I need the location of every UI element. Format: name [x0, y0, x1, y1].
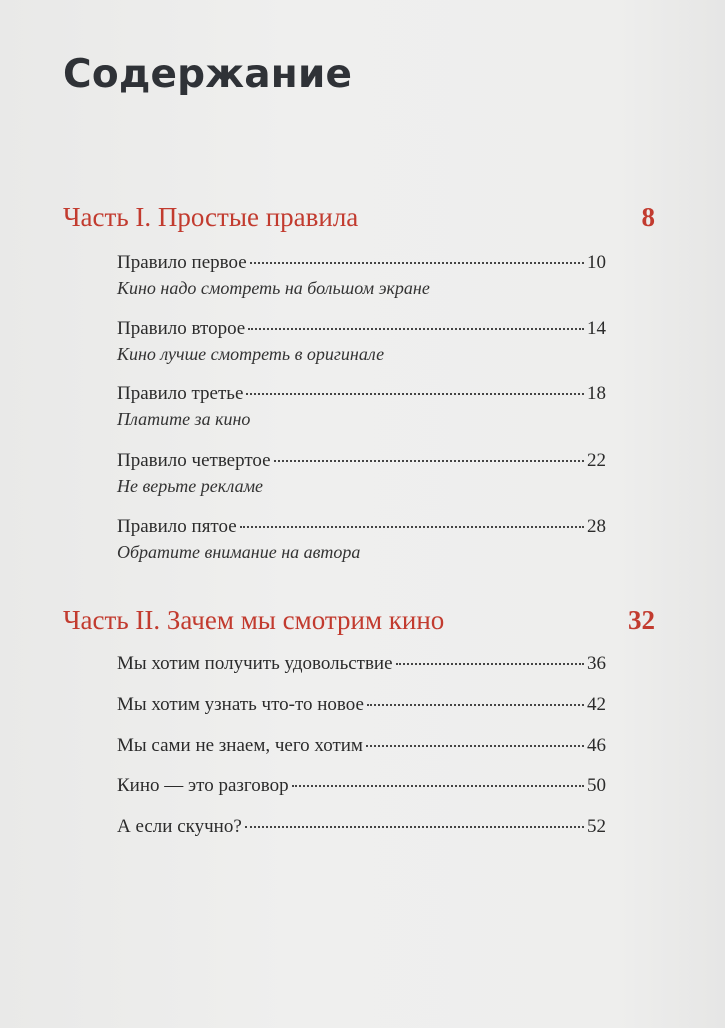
- toc-entry: [117, 653, 606, 675]
- entry-subtitle: Обратите внимание на автора: [117, 542, 361, 562]
- toc-entry: [117, 735, 606, 757]
- entry-label: Правило пятое: [117, 516, 237, 537]
- part-heading-2: [63, 605, 655, 636]
- entry-page-number: 28: [587, 516, 606, 537]
- entry-subtitle: Кино лучше смотреть в оригинале: [117, 344, 385, 364]
- entry-page-number: 10: [587, 252, 606, 273]
- toc-entry: [117, 318, 606, 365]
- dot-leader: [292, 785, 584, 787]
- part-title: Часть I. Простые правила: [63, 202, 359, 232]
- entry-label: Мы сами не знаем, чего хотим: [117, 735, 363, 756]
- entry-label: Правило третье: [117, 383, 244, 404]
- entry-label: Правило первое: [117, 252, 247, 273]
- page-title: Содержание: [63, 52, 353, 97]
- entry-label: А если скучно?: [117, 816, 242, 837]
- entry-page-number: 52: [587, 816, 606, 837]
- entry-page-number: 50: [587, 775, 606, 796]
- dot-leader: [240, 526, 584, 528]
- part-heading-1: [63, 202, 655, 233]
- dot-leader: [367, 704, 584, 706]
- toc-entry: [117, 775, 606, 797]
- entry-page-number: 22: [587, 450, 606, 471]
- entry-page-number: 18: [587, 383, 606, 404]
- entry-page-number: 36: [587, 653, 606, 674]
- entry-page-number: 14: [587, 318, 606, 339]
- dot-leader: [246, 393, 584, 395]
- part-page-number: 8: [641, 202, 655, 232]
- entry-label: Мы хотим узнать что-то новое: [117, 694, 364, 715]
- entry-label: Правило второе: [117, 318, 246, 339]
- toc-entry: [117, 816, 606, 838]
- toc-entry: [117, 694, 606, 716]
- dot-leader: [366, 745, 584, 747]
- toc-entry: [117, 252, 606, 299]
- entry-page-number: 42: [587, 694, 606, 715]
- entry-label: Кино — это разговор: [117, 775, 289, 796]
- entry-label: Мы хотим получить удовольствие: [117, 653, 393, 674]
- dot-leader: [248, 328, 584, 330]
- entry-subtitle: Кино надо смотреть на большом экране: [117, 278, 430, 298]
- toc-entry: [117, 516, 606, 563]
- part-title: Часть II. Зачем мы смотрим кино: [63, 605, 445, 635]
- dot-leader: [245, 826, 584, 828]
- dot-leader: [396, 663, 584, 665]
- entry-subtitle: Не верьте рекламе: [117, 476, 264, 496]
- toc-entry: [117, 450, 606, 497]
- toc-entry: [117, 383, 606, 430]
- entry-subtitle: Платите за кино: [117, 409, 251, 429]
- dot-leader: [250, 262, 584, 264]
- part-page-number: 32: [628, 605, 655, 635]
- dot-leader: [274, 460, 584, 462]
- entry-label: Правило четвертое: [117, 450, 271, 471]
- entry-page-number: 46: [587, 735, 606, 756]
